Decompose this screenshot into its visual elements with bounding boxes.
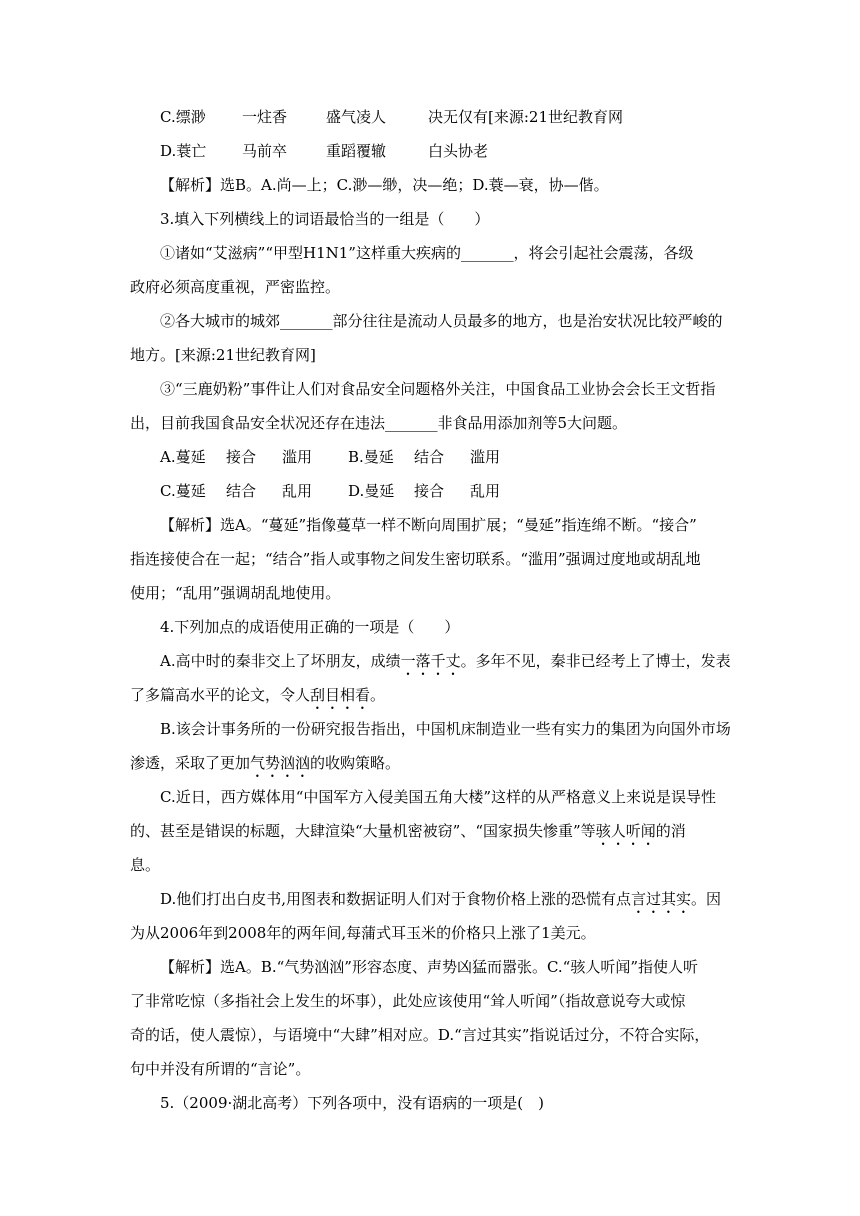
q3-answer-3: 使用；“乱用”强调胡乱地使用。 (130, 584, 341, 602)
sentence-text: 的收购策略。 (310, 754, 401, 772)
q4-answer-4: 句中并没有所谓的“言论”。 (130, 1060, 311, 1078)
option-word: 结合 (226, 482, 257, 500)
q4-option-c-cont-2: 息。 (130, 856, 161, 874)
sentence-text: 渗透，采取了更加 (130, 754, 251, 772)
q4-option-c: C.近日，西方媒体用“中国军方入侵美国五角大楼”这样的从严格意义上来说是误导性 (160, 788, 717, 806)
q4-answer-1: 【解析】选A。B.“气势汹汹”形容态度、声势凶猛而嚣张。C.“骇人听闻”指使人听 (160, 958, 699, 976)
option-word: 结合 (414, 448, 445, 466)
q4-stem: 4.下列加点的成语使用正确的一项是（ ） (160, 618, 460, 636)
q4-option-d-cont: 为从2006年到2008年的两年间,每蒲式耳玉米的价格只上涨了1美元。 (130, 924, 596, 942)
dotted-idiom: 气势汹汹 (250, 754, 311, 772)
sentence-text: 。因 (691, 890, 722, 908)
option-word: 接合 (414, 482, 445, 500)
q3-sentence-2: ②各大城市的城郊_______部分往往是流动人员最多的地方，也是治安状况比较严峻的 (160, 312, 723, 330)
q3-stem: 3.填入下列横线上的词语最恰当的一组是（ ） (160, 210, 490, 228)
option-word: 一炷香 (242, 108, 288, 126)
q4-option-a (160, 644, 731, 678)
q2-option-d (160, 134, 720, 168)
q3-sentence-2-cont: 地方。[来源:21世纪教育网] (130, 346, 316, 364)
option-word: 盛气凌人 (326, 108, 387, 126)
option-word: 决无仅有[来源:21世纪教育网 (428, 108, 623, 126)
q4-answer-2: 了非常吃惊（多指社会上发生的坏事），此处应该使用“耸人听闻”（指故意说夸大或惊 (130, 992, 686, 1010)
q4-option-d (160, 882, 720, 916)
q3-answer-1: 【解析】选A。“蔓延”指像蔓草一样不断向周围扩展；“曼延”指连绵不断。“接合” (160, 516, 697, 534)
sentence-text: 了多篇高水平的论文，令人 (130, 686, 311, 704)
q2-option-c (160, 100, 720, 134)
option-label: A.蔓延 (160, 448, 206, 466)
option-word: 白头协老 (428, 142, 489, 160)
dotted-idiom: 刮目相看 (310, 686, 371, 704)
dotted-idiom: 言过其实 (631, 890, 692, 908)
option-word: 滥用 (282, 448, 313, 466)
sentence-text: A.高中时的秦非交上了坏朋友，成绩 (160, 652, 401, 670)
q2-answer: 【解析】选B。A.尚—上；C.渺—缈，决—绝；D.蓑—衰，协—偕。 (160, 176, 609, 194)
sentence-text: 。 (370, 686, 386, 704)
option-word: 乱用 (470, 482, 501, 500)
q4-option-c-cont (130, 814, 720, 848)
sentence-text: D.他们打出白皮书,用图表和数据证明人们对于食物价格上涨的恐慌有点 (160, 890, 632, 908)
q3-answer-2: 指连接使合在一起；“结合”指人或事物之间发生密切联系。“滥用”强调过度地或胡乱地 (130, 550, 701, 568)
option-word: 乱用 (282, 482, 313, 500)
option-label: D.蓑亡 (160, 142, 207, 160)
option-word: 马前卒 (242, 142, 288, 160)
q4-option-b-cont (130, 746, 720, 780)
sentence-text: 。多年不见，秦非已经考上了博士，发表 (460, 652, 731, 670)
sentence-text: 的、甚至是错误的标题，大肆渲染“大量机密被窃”、“国家损失惨重”等 (130, 822, 596, 840)
option-label: C.缥渺 (160, 108, 206, 126)
document-body (130, 100, 731, 1120)
q5-stem: 5.（2009·湖北高考）下列各项中，没有语病的一项是( ) (160, 1094, 544, 1112)
option-label: C.蔓延 (160, 482, 206, 500)
option-label: B.曼延 (348, 448, 394, 466)
q4-option-b: B.该会计事务所的一份研究报告指出，中国机床制造业一些有实力的集团为向国外市场 (160, 720, 731, 738)
q3-sentence-1-cont: 政府必须高度重视，严密监控。 (130, 278, 341, 296)
q4-option-a-cont (130, 678, 720, 712)
q3-sentence-3: ③“三鹿奶粉”事件让人们对食品安全问题格外关注，中国食品工业协会会长王文哲指 (160, 380, 716, 398)
dotted-idiom: 骇人听闻 (595, 822, 656, 840)
q3-options-ab (160, 440, 720, 474)
q3-sentence-3-cont: 出，目前我国食品安全状况还存在违法_______非食品用添加剂等5大问题。 (130, 414, 628, 432)
option-word: 重蹈覆辙 (326, 142, 387, 160)
dotted-idiom: 一落千丈 (400, 652, 461, 670)
option-label: D.曼延 (348, 482, 395, 500)
sentence-text: 的消 (655, 822, 686, 840)
q3-options-cd (160, 474, 720, 508)
option-word: 滥用 (470, 448, 501, 466)
q3-sentence-1: ①诸如“艾滋病”“甲型H1N1”这样重大疾病的_______，将会引起社会震荡，各级 (160, 244, 694, 262)
q4-answer-3: 奇的话，使人震惊），与语境中“大肆”相对应。D.“言过其实”指说话过分，不符合实际， (130, 1026, 710, 1044)
option-word: 接合 (226, 448, 257, 466)
